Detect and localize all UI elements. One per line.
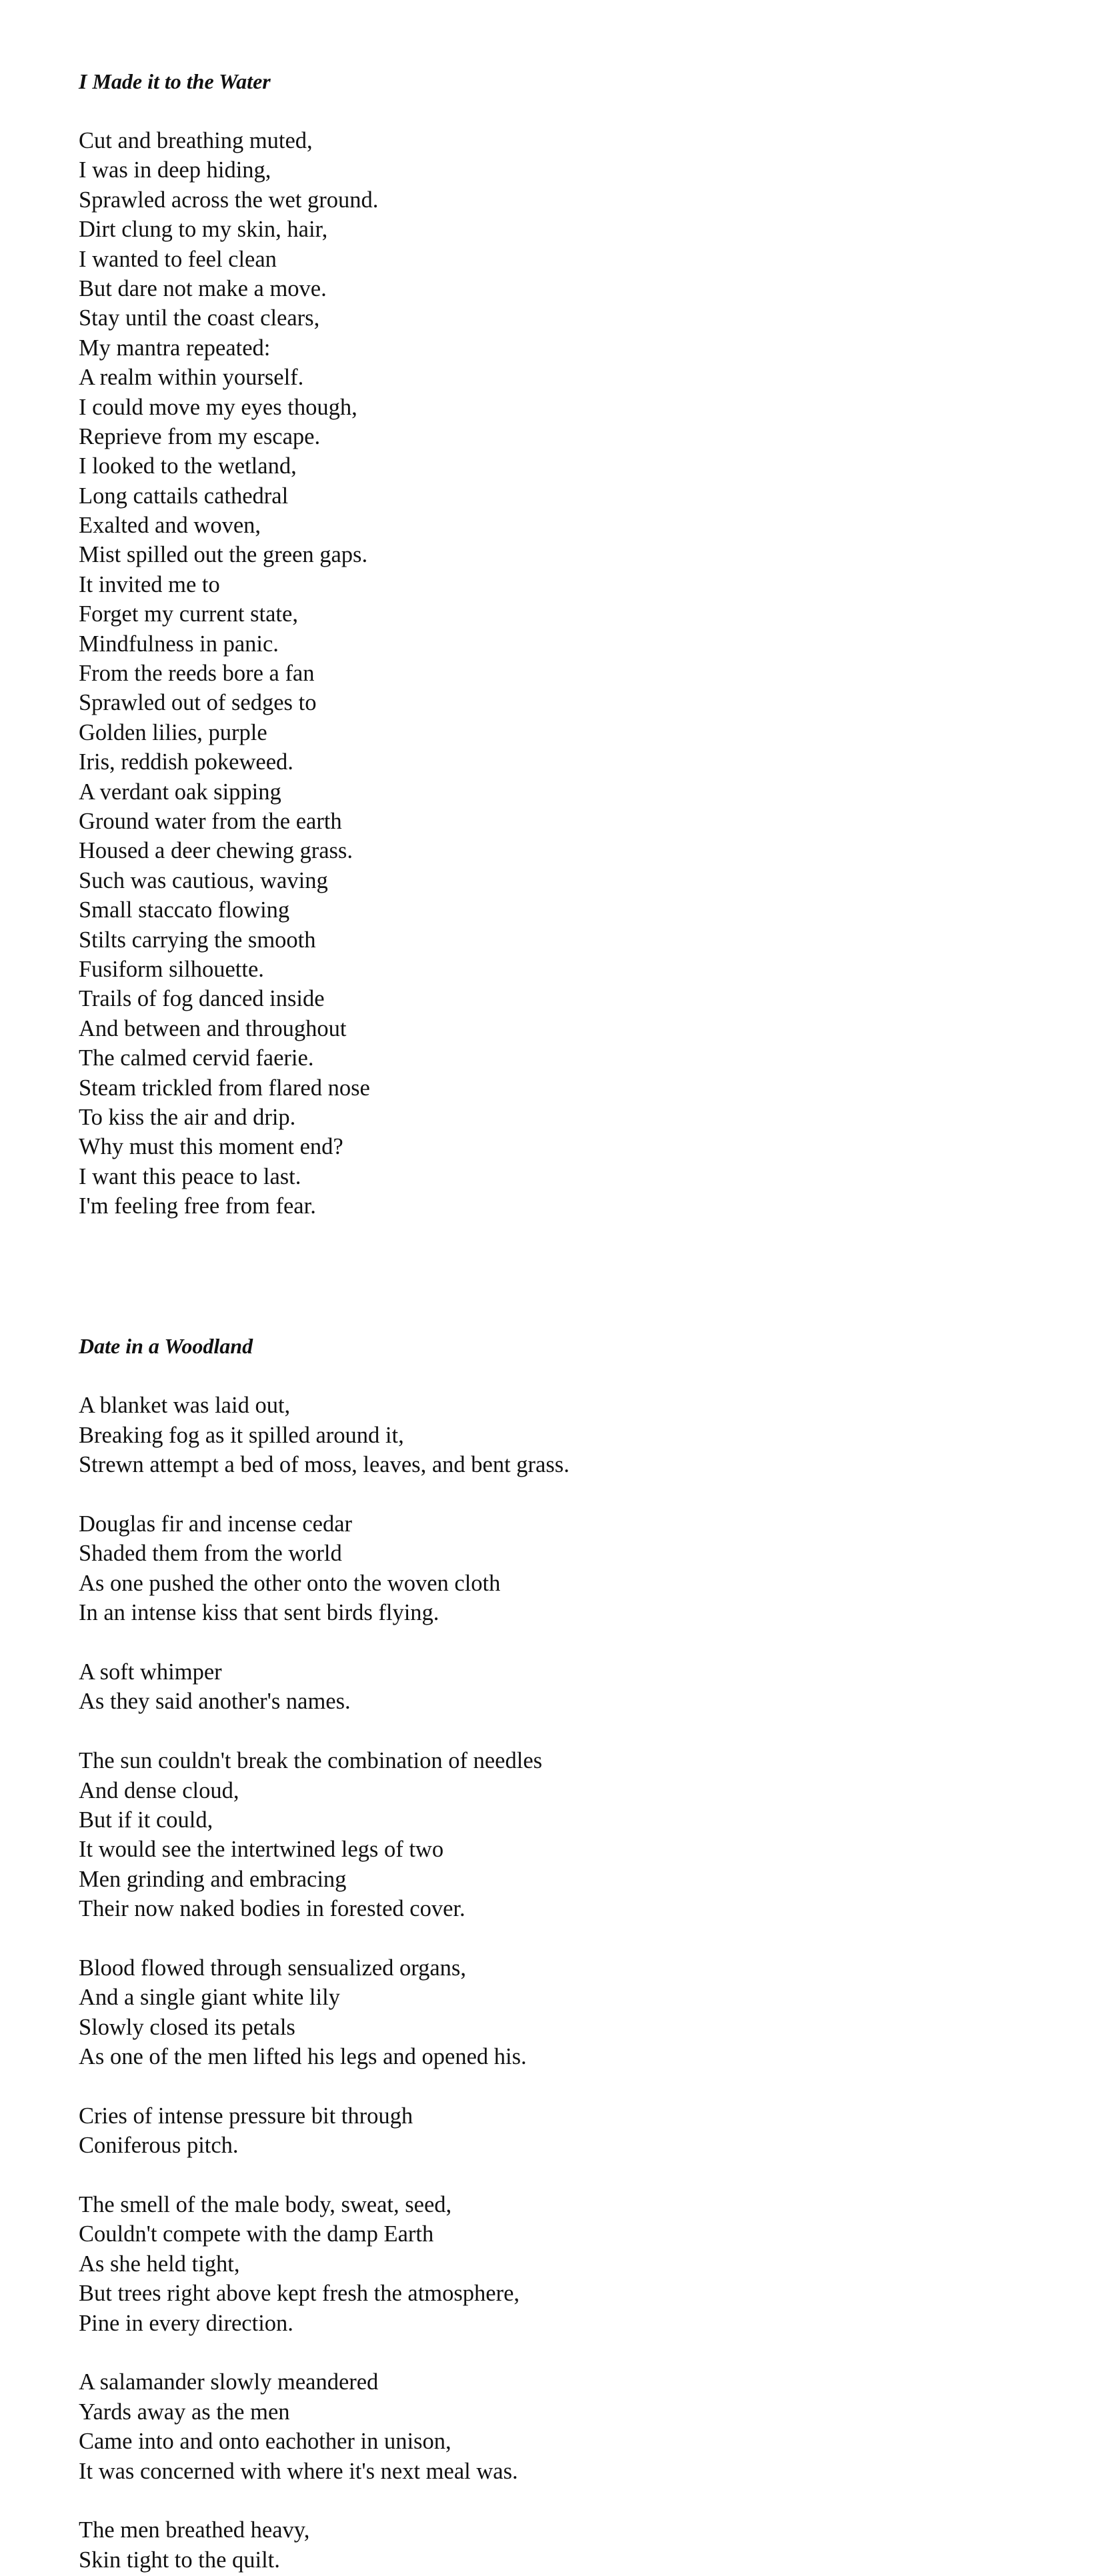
stanza-break [79,1480,1066,1509]
poem-line: I could move my eyes though, [79,394,357,420]
poem-line: Trails of fog danced inside [79,986,325,1012]
poem-line: From the reeds bore a fan [79,661,315,687]
poem-line: Came into and onto eachother in unison, [79,2429,451,2455]
poem-line: I was in deep hiding, [79,157,271,183]
poem-line: The men breathed heavy, [79,2517,310,2543]
poem-line: The smell of the male body, sweat, seed, [79,2192,452,2217]
stanza-break [79,2338,1066,2367]
poem [79,67,1066,1221]
poem-line: Mist spilled out the green gaps. [79,542,368,568]
poem-line: It was concerned with where it's next meal was. [79,2458,518,2484]
poem-line: I looked to the wetland, [79,453,297,479]
poem-line: Their now naked bodies in forested cover. [79,1896,465,1922]
poem-line: Small staccato flowing [79,897,290,923]
stanza [79,1391,1066,1479]
poem-line: Housed a deer chewing grass. [79,838,353,864]
poem-line: My mantra repeated: [79,335,271,361]
poem-line: But dare not make a move. [79,275,327,301]
stanza-break [79,2071,1066,2101]
poem [79,1331,1066,2575]
poem-line: Blood flowed through sensualized organs, [79,1955,466,1981]
poem-title: Date in a Woodland [79,1334,253,1359]
poem-line: Coniferous pitch. [79,2133,239,2159]
poem-line: Pine in every direction. [79,2310,293,2336]
poem-line: To kiss the air and drip. [79,1104,296,1130]
stanza [79,126,1066,1221]
poem-line: Couldn't compete with the damp Earth [79,2221,434,2247]
stanza [79,1953,1066,2072]
poem-line: The calmed cervid faerie. [79,1045,314,1071]
poem-line: A blanket was laid out, [79,1393,291,1419]
poem-line: Stilts carrying the smooth [79,927,316,953]
poem-line: A salamander slowly meandered [79,2369,379,2395]
stanza-break [79,2486,1066,2515]
poem-line: I'm feeling free from fear. [79,1193,316,1219]
poem-line: And between and throughout [79,1015,347,1041]
stanza [79,1746,1066,1923]
poem-line: But if it could, [79,1807,213,1833]
poem-line: A verdant oak sipping [79,779,281,805]
poem-line: Douglas fir and incense cedar [79,1511,352,1537]
poem-line: As they said another's names. [79,1689,351,1715]
stanza [79,1657,1066,1717]
poem-line: Reprieve from my escape. [79,423,321,449]
stanza [79,2515,1066,2575]
poem-line: Men grinding and embracing [79,1866,347,1892]
poem-line: I wanted to feel clean [79,246,277,272]
poem-line: Cut and breathing muted, [79,128,313,153]
poem-line: Breaking fog as it spilled around it, [79,1422,404,1448]
poem-line: Skin tight to the quilt. [79,2547,280,2573]
poem-line: As one of the men lifted his legs and opened his. [79,2044,527,2070]
poem-line: Ground water from the earth [79,808,342,834]
poem-line: Why must this moment end? [79,1134,343,1160]
poem-line: Dirt clung to my skin, hair, [79,217,328,243]
poem-line: Sprawled out of sedges to [79,690,317,716]
poem-line: And dense cloud, [79,1777,239,1803]
poem-line: Slowly closed its petals [79,2014,295,2040]
poem-line: Such was cautious, waving [79,867,328,893]
poem-line: As one pushed the other onto the woven cloth [79,1570,501,1596]
poem-separator [79,1221,1066,1331]
poem-title: I Made it to the Water [79,69,271,93]
poem-line: But trees right above kept fresh the atmosphere, [79,2281,520,2307]
stanza-break [79,1923,1066,1953]
poem-line: Forget my current state, [79,601,298,627]
poem-line: Long cattails cathedral [79,483,289,509]
stanza [79,2367,1066,2486]
poem-line: Cries of intense pressure bit through [79,2103,413,2129]
stanza-break [79,2161,1066,2190]
poem-line: It invited me to [79,571,220,597]
poem-line: I want this peace to last. [79,1163,301,1189]
poem-line: A soft whimper [79,1659,222,1685]
poem-line: Stay until the coast clears, [79,305,320,331]
poem-line: Golden lilies, purple [79,719,267,745]
poem-line: In an intense kiss that sent birds flying. [79,1600,439,1626]
poem-line: And a single giant white lily [79,1985,340,2011]
poem-line: Yards away as the men [79,2399,290,2425]
document-page [79,67,1066,2575]
poem-line: Strewn attempt a bed of moss, leaves, and bent grass. [79,1452,570,1478]
poem-line: Sprawled across the wet ground. [79,187,379,213]
poem-line: Steam trickled from flared nose [79,1075,370,1101]
poem-line: Shaded them from the world [79,1541,342,1567]
poem-line: It would see the intertwined legs of two [79,1837,444,1863]
stanza-break [79,1628,1066,1657]
poem-line: As she held tight, [79,2251,240,2277]
stanza [79,1509,1066,1628]
poem-line: Mindfulness in panic. [79,631,279,657]
poem-line: The sun couldn't break the combination of needles [79,1748,543,1774]
poem-line: Iris, reddish pokeweed. [79,749,293,775]
poem-line: Exalted and woven, [79,513,261,539]
stanza [79,2101,1066,2161]
stanza-break [79,1717,1066,1746]
poem-line: A realm within yourself. [79,365,304,391]
stanza [79,2190,1066,2338]
poem-line: Fusiform silhouette. [79,956,264,982]
